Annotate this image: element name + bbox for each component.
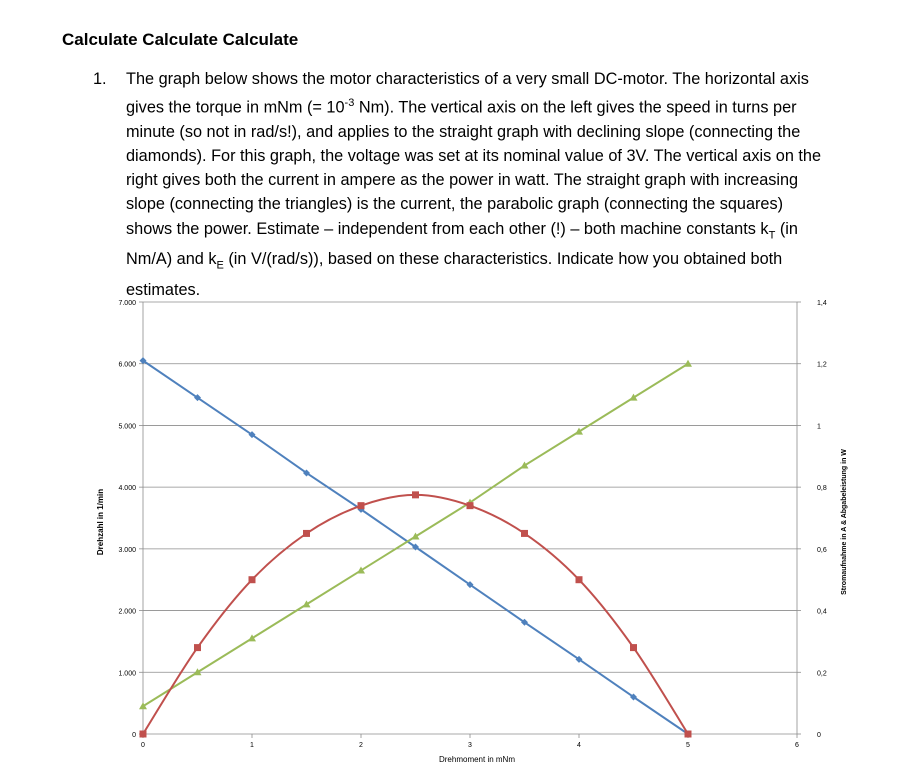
data-point-square: [358, 502, 365, 509]
question-part-4: (in V/(rad/s)), based on these characteristics. Indicate how you obtained both estimates.: [126, 250, 783, 299]
y-right-tick-label: 1,4: [817, 300, 827, 307]
series-layer: [139, 357, 692, 737]
y-left-tick-label: 3.000: [118, 546, 136, 554]
data-point-square: [249, 576, 256, 583]
data-point-triangle: [412, 533, 420, 540]
y-left-tick-label: 5.000: [118, 423, 136, 431]
data-point-square: [467, 502, 474, 509]
x-axis-label: Drehmoment in mNm: [438, 755, 516, 764]
x-tick-label: 0: [141, 742, 145, 749]
data-point-square: [140, 731, 147, 738]
x-tick-label: 3: [468, 742, 472, 749]
y-left-tick-label: 6.000: [118, 361, 136, 369]
page-heading: Calculate Calculate Calculate: [62, 30, 299, 49]
y-axis-right-label: Stromaufnahme in A & Abgabeleistung in W: [841, 449, 848, 595]
y-left-tick-label: 1.000: [118, 670, 136, 678]
axes-layer: [118, 300, 826, 749]
data-point-triangle: [303, 600, 311, 607]
y-right-tick-label: 0,4: [817, 608, 827, 616]
question-part-2: Nm). The vertical axis on the left gives the speed in turns per minute (so not in rad/s!), and applies to the straight graph with declining slope (connecting the diamonds). For this graph, the voltage was set at its nominal value of 3V. The vertical axis on the right gives both the current in ampere as the power in watt. The straight graph with increasing slope (connecting the triangles) is the current, the parabolic graph (connecting the squares) shows the power. Estimate – independent from each other (!) – both machine constants k: [126, 98, 822, 238]
data-point-triangle: [248, 634, 256, 641]
data-point-triangle: [575, 428, 583, 435]
x-tick-label: 4: [577, 742, 581, 749]
x-tick-label: 1: [250, 742, 254, 749]
data-point-triangle: [630, 394, 638, 401]
x-tick-label: 6: [795, 742, 799, 749]
data-point-square: [412, 491, 419, 498]
data-point-square: [303, 530, 310, 537]
question-exponent: -3: [344, 97, 355, 110]
data-point-square: [630, 644, 637, 651]
data-point-square: [576, 576, 583, 583]
labels-layer: [96, 449, 848, 764]
question-part-3: (in Nm/A) and k: [126, 219, 798, 269]
x-tick-label: 5: [686, 742, 690, 749]
data-point-square: [521, 530, 528, 537]
y-left-tick-label: 0: [132, 732, 136, 739]
data-point-square: [685, 731, 692, 738]
y-left-tick-label: 2.000: [118, 608, 136, 616]
data-point-triangle: [194, 668, 202, 675]
question-number: 1.: [93, 70, 107, 88]
data-point-triangle: [684, 360, 692, 367]
y-right-tick-label: 0,6: [817, 546, 827, 554]
question-sub-e: E: [216, 259, 224, 272]
data-point-triangle: [521, 462, 529, 469]
y-right-tick-label: 0,8: [817, 485, 827, 493]
y-right-tick-label: 0,2: [817, 670, 827, 678]
grid-layer: [143, 302, 797, 672]
y-right-tick-label: 1: [817, 423, 821, 431]
question-part-1: The graph below shows the motor characteristics of a very small DC-motor. The horizontal axis gives the torque in mNm (= 10: [126, 70, 809, 117]
y-left-tick-label: 4.000: [118, 485, 136, 493]
y-left-tick-label: 7.000: [118, 300, 136, 307]
question-sub-t: T: [768, 228, 776, 241]
data-point-triangle: [139, 702, 147, 709]
x-tick-label: 2: [359, 742, 363, 749]
y-right-tick-label: 0: [817, 732, 821, 739]
y-right-tick-label: 1,2: [817, 361, 827, 369]
data-point-triangle: [357, 566, 365, 573]
series-line-square: [143, 495, 688, 734]
y-axis-left-label: Drehzahl in 1/min: [96, 488, 105, 556]
data-point-square: [194, 644, 201, 651]
